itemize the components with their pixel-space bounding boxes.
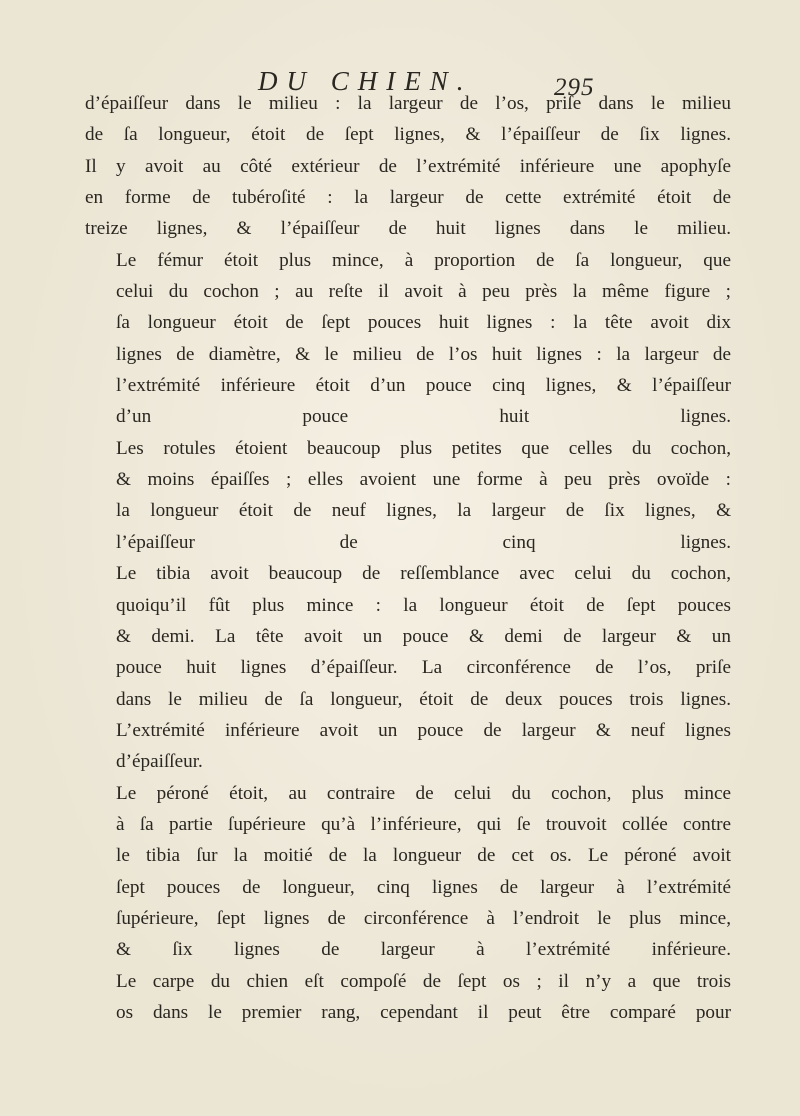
text-line: la longueur étoit de neuf lignes, la largeur de ſix lignes, & — [116, 500, 731, 522]
text-line: pouce huit lignes d’épaiſſeur. La circonférence de l’os, priſe — [116, 657, 731, 679]
text-line: dans le milieu de ſa longueur, étoit de deux pouces trois lignes. — [116, 688, 731, 710]
text-line: lignes de diamètre, & le milieu de l’os huit lignes : la largeur de — [116, 343, 731, 365]
text-line: celui du cochon ; au reſte il avoit à peu près la même figure ; — [116, 281, 731, 303]
text-line: d’un pouce huit lignes. — [116, 406, 731, 428]
text-line: le tibia ſur la moitié de la longueur de cet os. Le péroné avoit — [116, 845, 731, 867]
running-title: DU CHIEN. — [258, 66, 473, 96]
text-line: en forme de tubéroſité : la largeur de cette extrémité étoit de — [85, 187, 731, 209]
text-line: & ſix lignes de largeur à l’extrémité inférieure. — [116, 939, 731, 961]
paragraph-carpe — [85, 966, 731, 1029]
text-line: Les rotules étoient beaucoup plus petites que celles du cochon, — [116, 437, 731, 459]
text-line: Le carpe du chien eſt compoſé de ſept os ; il n’y a que trois — [116, 970, 731, 992]
paragraph-tibia — [85, 558, 731, 777]
text-line: treize lignes, & l’épaiſſeur de huit lignes dans le milieu. — [85, 218, 731, 240]
body-text — [85, 88, 731, 1028]
text-line: L’extrémité inférieure avoit un pouce de largeur & neuf lignes — [116, 719, 731, 741]
text-line: de ſa longueur, étoit de ſept lignes, & l’épaiſſeur de ſix lignes. — [85, 124, 731, 146]
paragraph-rotules — [85, 433, 731, 558]
text-line: ſa longueur étoit de ſept pouces huit lignes : la tête avoit dix — [116, 312, 731, 334]
text-line: & demi. La tête avoit un pouce & demi de largeur & un — [116, 625, 731, 647]
text-line: os dans le premier rang, cependant il peut être comparé pour — [116, 1001, 731, 1023]
text-line: l’épaiſſeur de cinq lignes. — [116, 531, 731, 553]
text-line: Il y avoit au côté extérieur de l’extrémité inférieure une apophyſe — [85, 155, 731, 177]
text-line: à ſa partie ſupérieure qu’à l’inférieure, qui ſe trouvoit collée contre — [116, 813, 731, 835]
text-line: Le fémur étoit plus mince, à proportion de ſa longueur, que — [116, 249, 731, 271]
paragraph-humerus-continued — [85, 88, 731, 245]
text-line: l’extrémité inférieure étoit d’un pouce cinq lignes, & l’épaiſſeur — [116, 375, 731, 397]
text-line: & moins épaiſſes ; elles avoient une forme à peu près ovoïde : — [116, 469, 731, 491]
paragraph-perone — [85, 778, 731, 966]
page-number: 295 — [554, 74, 595, 101]
text-line: Le tibia avoit beaucoup de reſſemblance avec celui du cochon, — [116, 563, 731, 585]
paragraph-femur — [85, 245, 731, 433]
text-line: d’épaiſſeur dans le milieu : la largeur de l’os, priſe dans le milieu — [85, 93, 731, 114]
text-line: quoiqu’il fût plus mince : la longueur étoit de ſept pouces — [116, 594, 731, 616]
text-line: Le péroné étoit, au contraire de celui du cochon, plus mince — [116, 782, 731, 804]
text-line: d’épaiſſeur. — [116, 751, 203, 773]
text-line: ſupérieure, ſept lignes de circonférence à l’endroit le plus mince, — [116, 907, 731, 929]
text-line: ſept pouces de longueur, cinq lignes de largeur à l’extrémité — [116, 876, 731, 898]
